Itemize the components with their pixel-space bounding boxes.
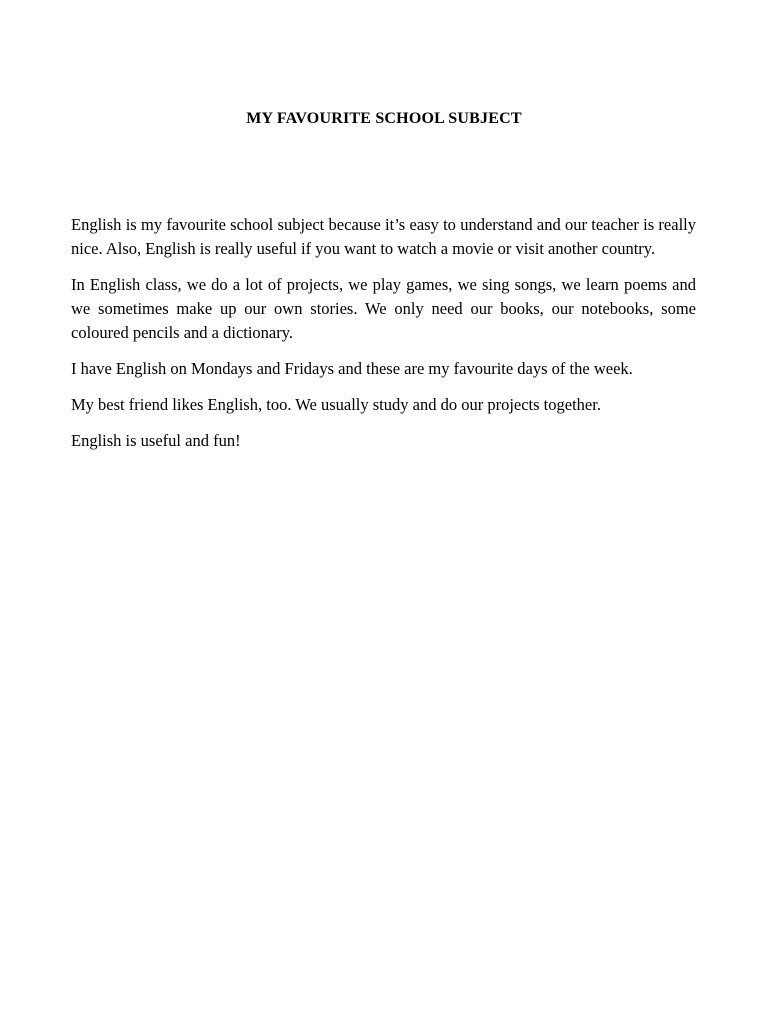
document-body: [71, 213, 696, 465]
paragraph-conclusion: English is useful and fun!: [71, 431, 241, 450]
document-title: MY FAVOURITE SCHOOL SUBJECT: [246, 110, 522, 127]
paragraph-class-activities: In English class, we do a lot of projects, we play games, we sing songs, we learn poems and we sometimes make up our own stories. We only need our books, our notebooks, some coloured pencils and a dictionary.: [71, 275, 696, 342]
paragraph-schedule: I have English on Mondays and Fridays and these are my favourite days of the week.: [71, 359, 633, 378]
paragraph-best-friend: My best friend likes English, too. We usually study and do our projects together.: [71, 395, 601, 414]
paragraph-intro: English is my favourite school subject because it’s easy to understand and our teacher is really nice. Also, English is really useful if you want to watch a movie or visit another country.: [71, 215, 696, 258]
